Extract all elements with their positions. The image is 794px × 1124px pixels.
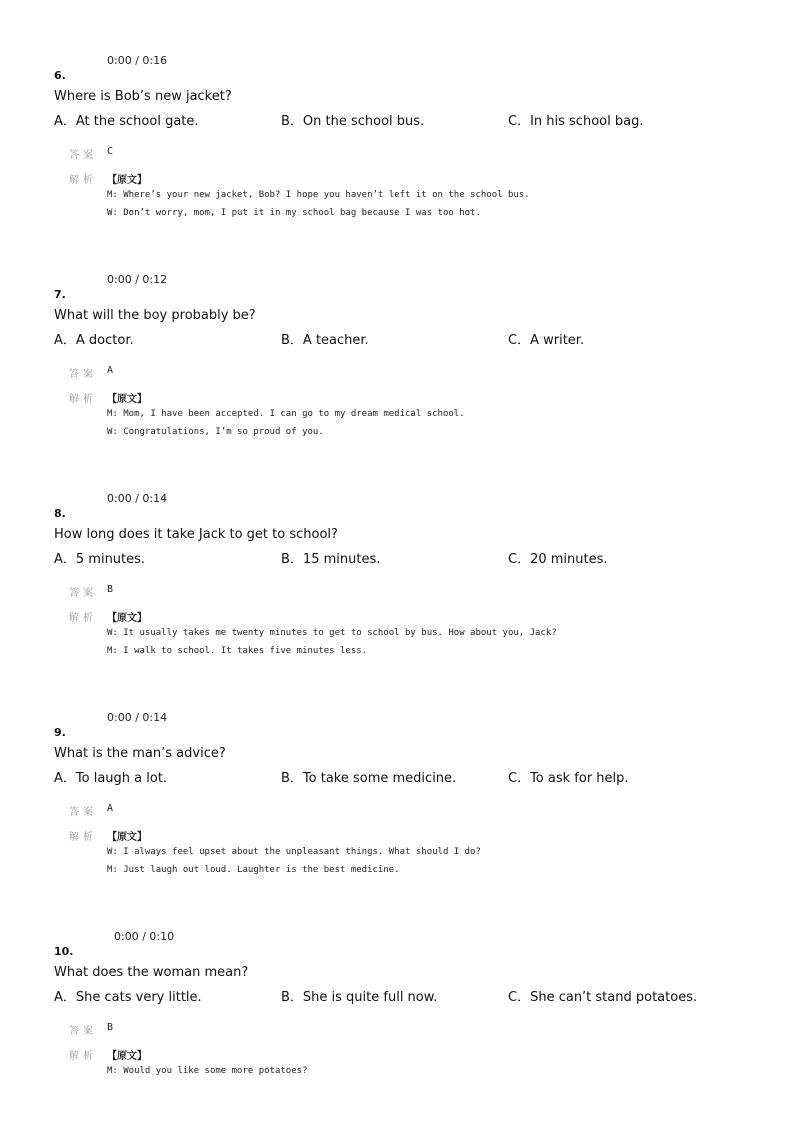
option-c[interactable]: C．To ask for help. — [508, 771, 629, 786]
transcript-line: W: Congratulations, I’m so proud of you. — [107, 427, 324, 437]
question-text: What does the woman mean? — [54, 965, 249, 980]
answer-value: B — [107, 584, 114, 595]
option-c[interactable]: C．A writer. — [508, 333, 585, 348]
answer-value: C — [107, 146, 114, 157]
question-number: 9. — [54, 726, 66, 739]
transcript-header: 【原文】 — [107, 613, 147, 624]
question-number: 8. — [54, 507, 66, 520]
answer-label: 答案 — [69, 150, 97, 161]
question-text: What is the man’s advice? — [54, 746, 226, 761]
audio-time[interactable]: 0:00 / 0:14 — [107, 492, 168, 505]
question-block — [0, 492, 794, 711]
question-block — [0, 54, 794, 273]
transcript-line: M: Just laugh out loud. Laughter is the best medicine. — [107, 865, 400, 875]
option-b[interactable]: B．She is quite full now. — [281, 990, 438, 1005]
option-b[interactable]: B．A teacher. — [281, 333, 369, 348]
audio-time[interactable]: 0:00 / 0:10 — [114, 930, 175, 943]
audio-time[interactable]: 0:00 / 0:16 — [107, 54, 168, 67]
option-c[interactable]: C．20 minutes. — [508, 552, 608, 567]
transcript-line: M: Would you like some more potatoes? — [107, 1066, 308, 1076]
option-b[interactable]: B．To take some medicine. — [281, 771, 457, 786]
question-text: Where is Bob’s new jacket? — [54, 89, 232, 104]
answer-value: A — [107, 365, 114, 376]
explanation-label: 解析 — [69, 832, 97, 843]
question-block — [0, 273, 794, 492]
question-number: 10. — [54, 945, 74, 958]
option-a[interactable]: A．5 minutes. — [54, 552, 146, 567]
transcript-line: M: Mom, I have been accepted. I can go to my dream medical school. — [107, 409, 465, 419]
option-b[interactable]: B．On the school bus. — [281, 114, 425, 129]
audio-time[interactable]: 0:00 / 0:14 — [107, 711, 168, 724]
explanation-label: 解析 — [69, 394, 97, 405]
explanation-label: 解析 — [69, 613, 97, 624]
transcript-header: 【原文】 — [107, 1051, 147, 1062]
option-a[interactable]: A．She cats very little. — [54, 990, 202, 1005]
transcript-line: W: Don’t worry, mom, I put it in my school bag because I was too hot. — [107, 208, 481, 218]
question-text: How long does it take Jack to get to school? — [54, 527, 338, 542]
answer-label: 答案 — [69, 588, 97, 599]
explanation-label: 解析 — [69, 1051, 97, 1062]
question-number: 7. — [54, 288, 66, 301]
answer-value: A — [107, 803, 114, 814]
option-b[interactable]: B．15 minutes. — [281, 552, 381, 567]
option-c[interactable]: C．In his school bag. — [508, 114, 644, 129]
transcript-line: M: Where’s your new jacket, Bob? I hope you haven’t left it on the school bus. — [107, 190, 530, 200]
question-block — [0, 711, 794, 930]
answer-label: 答案 — [69, 1026, 97, 1037]
answer-value: B — [107, 1022, 114, 1033]
question-block — [0, 930, 794, 1124]
option-a[interactable]: A．At the school gate. — [54, 114, 199, 129]
transcript-line: W: I always feel upset about the unpleasant things. What should I do? — [107, 847, 481, 857]
option-a[interactable]: A．A doctor. — [54, 333, 134, 348]
option-c[interactable]: C．She can’t stand potatoes. — [508, 990, 698, 1005]
question-text: What will the boy probably be? — [54, 308, 256, 323]
transcript-line: M: I walk to school. It takes five minutes less. — [107, 646, 368, 656]
question-number: 6. — [54, 69, 66, 82]
answer-label: 答案 — [69, 807, 97, 818]
answer-label: 答案 — [69, 369, 97, 380]
explanation-label: 解析 — [69, 175, 97, 186]
transcript-header: 【原文】 — [107, 394, 147, 405]
transcript-line: W: It usually takes me twenty minutes to get to school by bus. How about you, Jack? — [107, 628, 557, 638]
transcript-header: 【原文】 — [107, 832, 147, 843]
transcript-header: 【原文】 — [107, 175, 147, 186]
audio-time[interactable]: 0:00 / 0:12 — [107, 273, 168, 286]
option-a[interactable]: A．To laugh a lot. — [54, 771, 168, 786]
